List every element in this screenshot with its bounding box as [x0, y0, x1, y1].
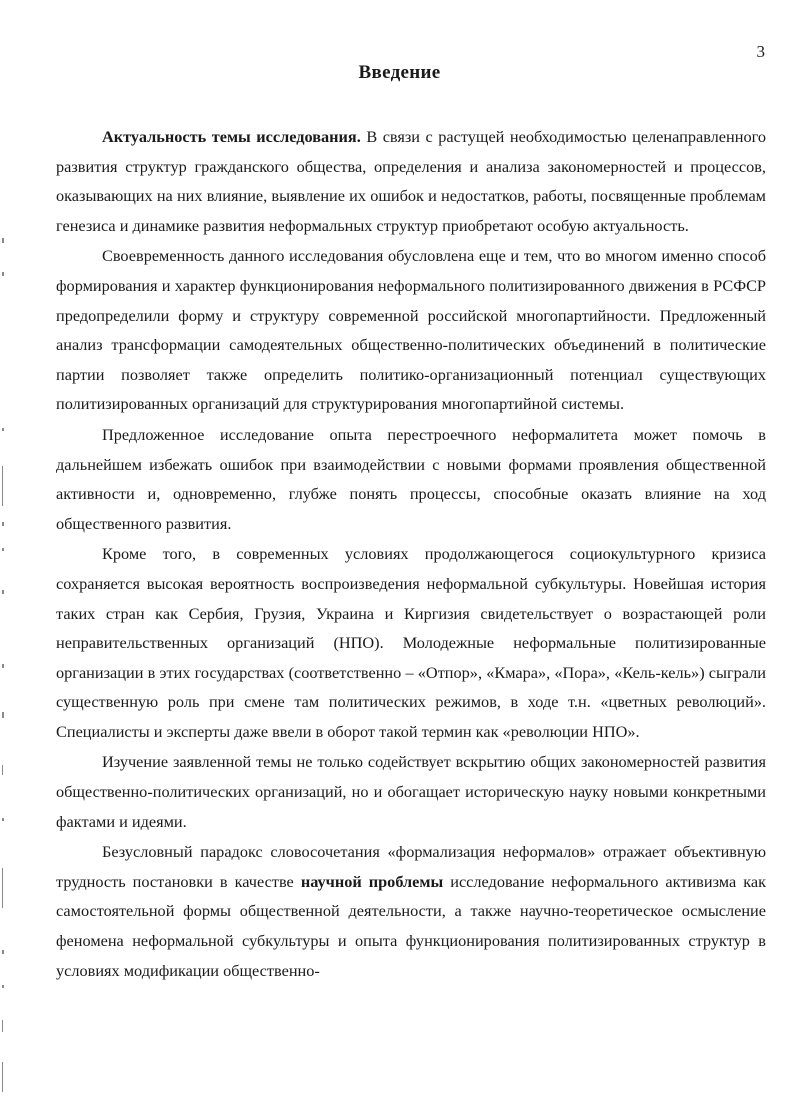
body-text: [56, 122, 766, 985]
paragraph-timeliness: [56, 241, 766, 419]
scan-margin-marks: [2, 0, 12, 1106]
paragraph-study-experience: [56, 420, 766, 538]
paragraph-text: В связи с растущей необходимостью целенаправленного развития структур гражданского общества, определения и анализа закономерностей и процессов, оказывающих на них влияние, выявление их ошибок и недостатков, работы, посвященные проблемам генезиса и динамике развития неформальных структур приобретают особую актуальность.: [56, 127, 767, 235]
section-title: Введение: [358, 62, 441, 83]
paragraph-text: Кроме того, в современных условиях продолжающегося социокультурного кризиса сохраняется высокая вероятность воспроизведения неформальной субкультуры. Новейшая история таких стран как Сербия, Грузия, Украина и Киргизия свидетельствует о возрастающей роли неправительственных организаций (НПО). Молодежные неформальные политизированные организации в этих государствах (соответственно – «Отпор», «Кмара», «Пора», «Кель-кель») сыграли существенную роль при смене там политических режимов, в ходе т.н. «цветных революций». Специалисты и эксперты даже ввели в оборот такой термин как «революции НПО».: [56, 544, 766, 741]
relevance-heading: Актуальность темы исследования.: [102, 127, 361, 146]
paragraph-text: Своевременность данного исследования обусловлена еще и тем, что во многом именно способ формирования и характер функционирования неформального политизированного движения в РСФСР предопределили форму и структуру современной российской многопартийности. Предложенный анализ трансформации самодеятельных общественно-политических объединений в политические партии позволяет также определить политико-организационный потенциал существующих политизированных организаций для структурирования многопартийной системы.: [56, 246, 766, 414]
paragraph-relevance: [56, 122, 766, 240]
paragraph-topic-study: [56, 747, 766, 836]
paragraph-text: Безусловный парадокс словосочетания «формализация неформалов» отражает объективную трудность постановки в качестве: [56, 842, 766, 891]
paragraph-text: Предложенное исследование опыта перестроечного неформалитета может помочь в дальнейшем избежать ошибок при взаимодействии с новыми формами проявления общественной активности и, одновременно, глубже понять процессы, способные оказать влияние на ход общественного развития.: [56, 424, 766, 533]
paragraph-scientific-problem: [56, 837, 766, 985]
paragraph-text: исследование неформального активизма как самостоятельной формы общественной деятельности, а также научно-теоретическое осмысление феномена неформальной субкультуры и опыта функционирования политизированных структур в условиях модификации общественно-: [56, 871, 767, 980]
paragraph-crisis-context: [56, 539, 766, 746]
paragraph-text: Изучение заявленной темы не только содействует вскрытию общих закономерностей развития общественно-политических организаций, но и обогащает историческую науку новыми конкретными фактами и идеями.: [56, 752, 766, 831]
scientific-problem-term: научной проблемы: [300, 871, 444, 891]
page-number: 3: [756, 42, 765, 61]
